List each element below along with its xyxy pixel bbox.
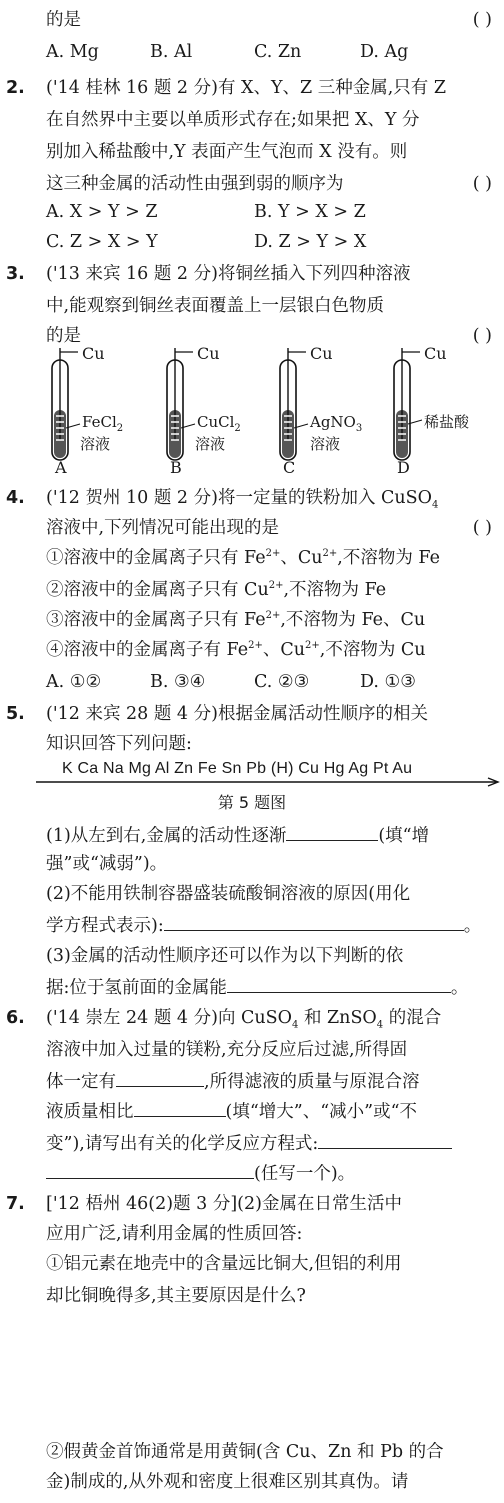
q7-line-6: 金)制成的,从外观和密度上很难区别其真伪。请 bbox=[46, 1472, 409, 1492]
q5-number: 5. bbox=[6, 704, 25, 724]
q1-option-d: D. Ag bbox=[360, 42, 409, 62]
q2-option-d: D. Z > Y > X bbox=[254, 232, 367, 252]
q2-line-4: 这三种金属的活动性由强到弱的顺序为 bbox=[46, 174, 344, 194]
q2-option-a: A. X > Y > Z bbox=[46, 202, 158, 222]
q2-line-2: 在自然界中主要以单质形式存在;如果把 X、Y 分 bbox=[46, 110, 420, 130]
q2-line-1: ('14 桂林 16 题 2 分)有 X、Y、Z 三种金属,只有 Z bbox=[46, 78, 447, 98]
q6-number: 6. bbox=[6, 1008, 25, 1028]
q7-number: 7. bbox=[6, 1194, 25, 1214]
q7-line-2: 应用广泛,请利用金属的性质回答: bbox=[46, 1224, 303, 1244]
tube-c-letter: C bbox=[283, 458, 296, 477]
q7-line-4: 却比铜晚得多,其主要原因是什么? bbox=[46, 1286, 306, 1306]
q7-answer-space[interactable] bbox=[46, 1312, 486, 1436]
q4-option-c: C. ②③ bbox=[254, 672, 310, 692]
q4-line-2: 溶液中,下列情况可能出现的是 bbox=[46, 518, 280, 538]
q4-item-3: ③溶液中的金属离子只有 $Fe^{2+}$,不溶物为 Fe、Cu bbox=[46, 610, 426, 630]
q5-part-1-cont: 强”或“减弱”)。 bbox=[46, 854, 168, 874]
q1-option-a: A. Mg bbox=[46, 42, 99, 62]
tube-b-letter: B bbox=[170, 458, 182, 477]
tube-a bbox=[52, 348, 80, 460]
q3-number: 3. bbox=[6, 264, 25, 284]
q5-blank-3[interactable] bbox=[227, 974, 451, 993]
q4-item-1: ①溶液中的金属离子只有 $Fe^{2+}$、$Cu^{2+}$,不溶物为 Fe bbox=[46, 548, 440, 568]
q2-number: 2. bbox=[6, 78, 25, 98]
tube-d-solution-label: 稀盐酸 bbox=[424, 413, 470, 431]
activity-series-arrow bbox=[0, 776, 504, 790]
tube-d-letter: D bbox=[397, 458, 410, 477]
tube-b bbox=[167, 348, 195, 460]
tube-c-solution-label-2: 溶液 bbox=[310, 435, 341, 453]
q1-option-b: B. Al bbox=[150, 42, 193, 62]
q5-part-2-cont: 学方程式表示): 。 bbox=[46, 912, 481, 938]
q4-option-d: D. ①③ bbox=[360, 672, 416, 692]
q6-line-5: 变”),请写出有关的化学反应方程式: bbox=[46, 1130, 452, 1156]
q5-part-3-cont: 据:位于氢前面的金属能 。 bbox=[46, 974, 468, 1000]
q1-option-c: C. Zn bbox=[254, 42, 302, 62]
q7-line-5: ②假黄金首饰通常是用黄铜(含 Cu、Zn 和 Pb 的合 bbox=[46, 1442, 444, 1462]
q5-part-3: (3)金属的活动性顺序还可以作为以下判断的依 bbox=[46, 946, 404, 966]
tube-d-metal-label: Cu bbox=[424, 344, 447, 363]
q4-answer-paren[interactable]: ( ) bbox=[472, 518, 492, 538]
q3-line-3: 的是 bbox=[46, 326, 81, 346]
q4-option-b: B. ③④ bbox=[150, 672, 206, 692]
tube-b-solution-label-2: 溶液 bbox=[195, 435, 226, 453]
q3-answer-paren[interactable]: ( ) bbox=[472, 326, 492, 346]
tube-b-metal-label: Cu bbox=[197, 344, 220, 363]
tube-a-solution-label-2: 溶液 bbox=[80, 435, 111, 453]
tube-c-metal-label: Cu bbox=[310, 344, 333, 363]
q5-figure-caption: 第 5 题图 bbox=[217, 793, 287, 812]
q6-line-2: 溶液中加入过量的镁粉,充分反应后过滤,所得固 bbox=[46, 1040, 408, 1060]
q5-line-2: 知识回答下列问题: bbox=[46, 734, 192, 754]
q6-line-4: 液质量相比 (填“增大”、“减小”或“不 bbox=[46, 1098, 417, 1124]
q2-line-3: 别加入稀盐酸中,Y 表面产生气泡而 X 没有。则 bbox=[46, 142, 408, 162]
q6-line-1: ('14 崇左 24 题 4 分)向 CuSO$_4$ 和 ZnSO$_4$ 的混合 bbox=[46, 1008, 442, 1031]
q2-option-c: C. Z > X > Y bbox=[46, 232, 158, 252]
q5-part-1: (1)从左到右,金属的活动性逐渐 (填“增 bbox=[46, 822, 429, 848]
tube-c-solution-label: AgNO$_3$ bbox=[310, 413, 363, 434]
q3-line-1: ('13 来宾 16 题 2 分)将铜丝插入下列四种溶液 bbox=[46, 264, 411, 284]
q7-line-1: ['12 梧州 46(2)题 3 分](2)金属在日常生活中 bbox=[46, 1194, 402, 1214]
q4-option-a: A. ①② bbox=[46, 672, 102, 692]
tube-b-solution-label: CuCl$_2$ bbox=[197, 413, 241, 434]
q6-blank-3[interactable] bbox=[318, 1130, 452, 1149]
tube-c bbox=[280, 348, 308, 460]
q5-line-1: ('12 来宾 28 题 4 分)根据金属活动性顺序的相关 bbox=[46, 704, 428, 724]
q3-line-2: 中,能观察到铜丝表面覆盖上一层银白色物质 bbox=[46, 296, 385, 316]
q1-stem-tail: 的是 bbox=[46, 10, 81, 30]
q6-blank-1[interactable] bbox=[116, 1068, 204, 1087]
q7-line-3: ①铝元素在地壳中的含量远比铜大,但铝的利用 bbox=[46, 1254, 402, 1274]
q6-blank-4[interactable] bbox=[46, 1160, 254, 1179]
q6-blank-2[interactable] bbox=[134, 1098, 226, 1117]
q5-blank-1[interactable] bbox=[286, 822, 378, 841]
q6-line-3: 体一定有 ,所得滤液的质量与原混合溶 bbox=[46, 1068, 420, 1094]
q5-blank-2[interactable] bbox=[164, 912, 464, 931]
q4-item-4: ④溶液中的金属离子有 $Fe^{2+}$、$Cu^{2+}$,不溶物为 Cu bbox=[46, 640, 426, 660]
q4-line-1: ('12 贺州 10 题 2 分)将一定量的铁粉加入 CuSO$_4$ bbox=[46, 488, 439, 511]
tube-a-metal-label: Cu bbox=[82, 344, 105, 363]
q2-answer-paren[interactable]: ( ) bbox=[472, 174, 492, 194]
q4-number: 4. bbox=[6, 488, 25, 508]
tube-d bbox=[394, 348, 422, 460]
q4-item-2: ②溶液中的金属离子只有 $Cu^{2+}$,不溶物为 Fe bbox=[46, 580, 387, 600]
q6-line-6: (任写一个)。 bbox=[46, 1160, 355, 1186]
activity-series: K Ca Na Mg Al Zn Fe Sn Pb (H) Cu Hg Ag Pt Au bbox=[62, 760, 413, 777]
q2-option-b: B. Y > X > Z bbox=[254, 202, 366, 222]
tube-a-solution-label: FeCl$_2$ bbox=[82, 413, 124, 434]
q1-answer-paren[interactable]: ( ) bbox=[472, 10, 492, 30]
tube-a-letter: A bbox=[55, 458, 67, 477]
q5-part-2: (2)不能用铁制容器盛装硫酸铜溶液的原因(用化 bbox=[46, 884, 411, 904]
